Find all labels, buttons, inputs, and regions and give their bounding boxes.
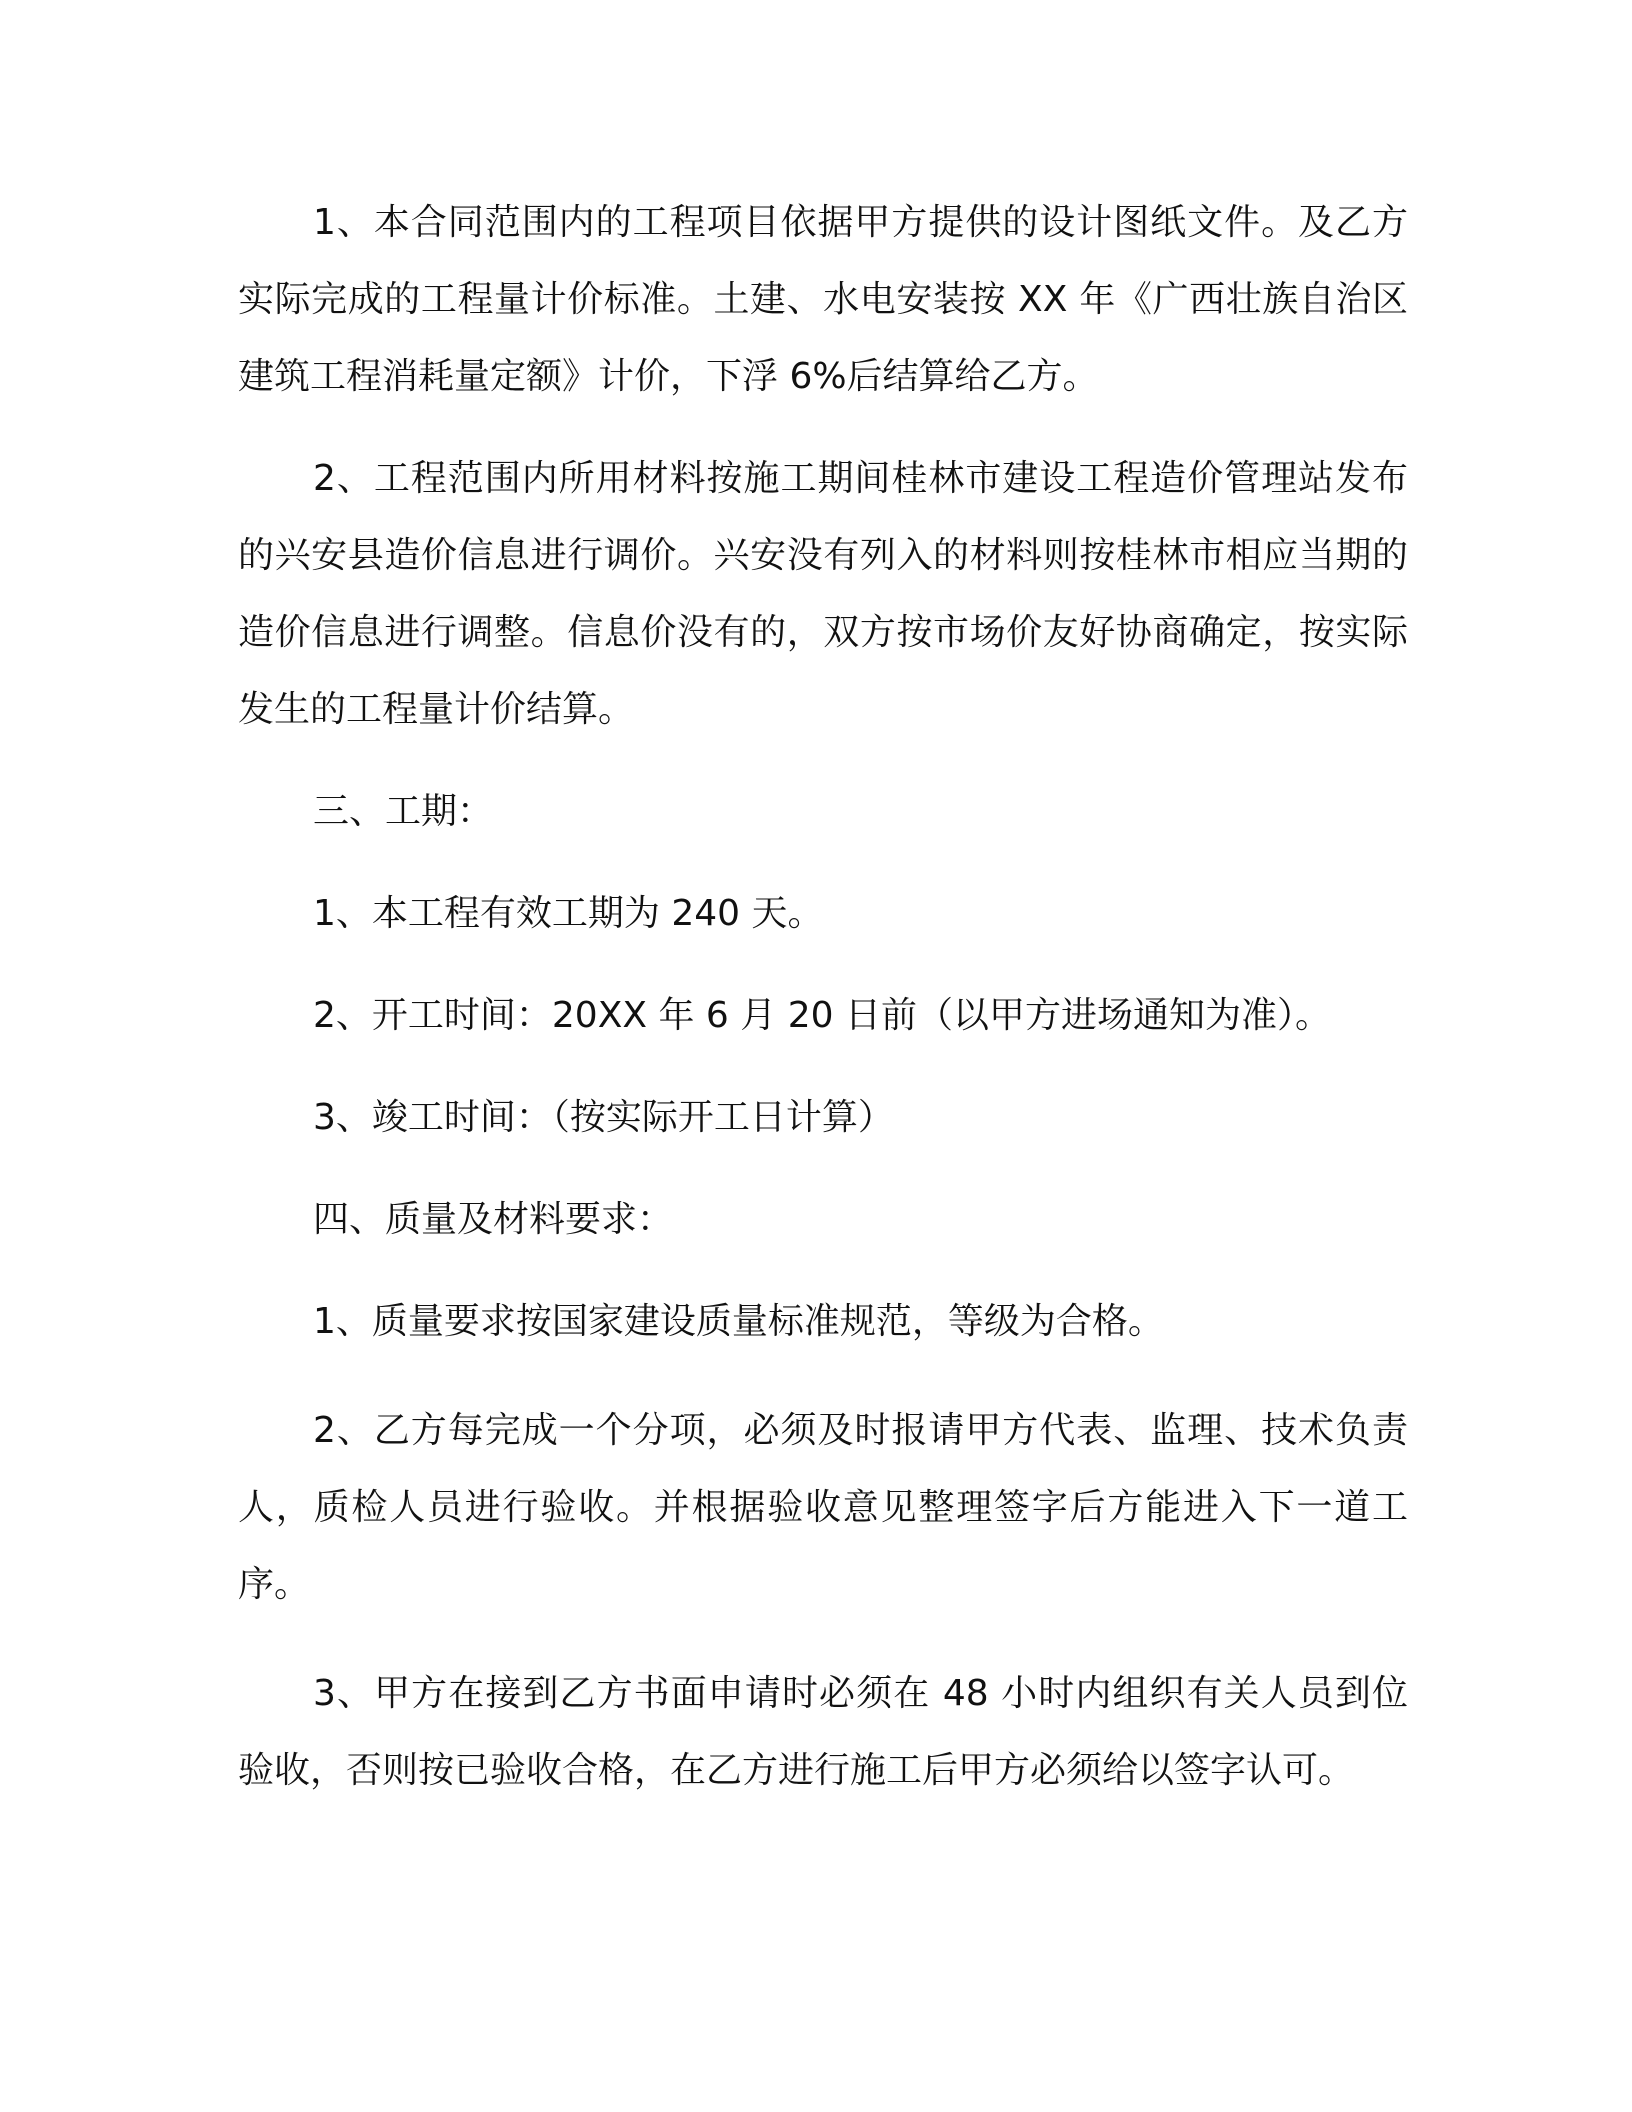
paragraph-start-date: 2、开工时间：20XX 年 6 月 20 日前（以甲方进场通知为准）。 [313, 995, 1331, 1036]
paragraph-quality-standard: 1、质量要求按国家建设质量标准规范，等级为合格。 [313, 1301, 1164, 1342]
document-body [238, 184, 1408, 1809]
paragraph-acceptance-deadline: 3、甲方在接到乙方书面申请时必须在 48 小时内组织有关人员到位验收，否则按已验收合格，在乙方进行施工后甲方必须给以签字认可。 [238, 1673, 1408, 1791]
section-heading-quality-materials: 四、质量及材料要求： [313, 1199, 674, 1240]
section-heading-schedule: 三、工期： [313, 791, 494, 832]
paragraph-pricing-basis: 1、本合同范围内的工程项目依据甲方提供的设计图纸文件。及乙方实际完成的工程量计价标准。土建、水电安装按 XX 年《广西壮族自治区建筑工程消耗量定额》计价，下浮 6%后结算给乙方。 [238, 202, 1408, 397]
paragraph-completion-date: 3、竣工时间：（按实际开工日计算） [313, 1097, 894, 1138]
paragraph-inspection-process: 2、乙方每完成一个分项，必须及时报请甲方代表、监理、技术负责人，质检人员进行验收。并根据验收意见整理签字后方能进入下一道工序。 [238, 1410, 1408, 1605]
paragraph-material-price-adjustment: 2、工程范围内所用材料按施工期间桂林市建设工程造价管理站发布的兴安县造价信息进行调价。兴安没有列入的材料则按桂林市相应当期的造价信息进行调整。信息价没有的，双方按市场价友好协商确定，按实际发生的工程量计价结算。 [238, 458, 1408, 730]
paragraph-duration: 1、本工程有效工期为 240 天。 [313, 893, 824, 934]
